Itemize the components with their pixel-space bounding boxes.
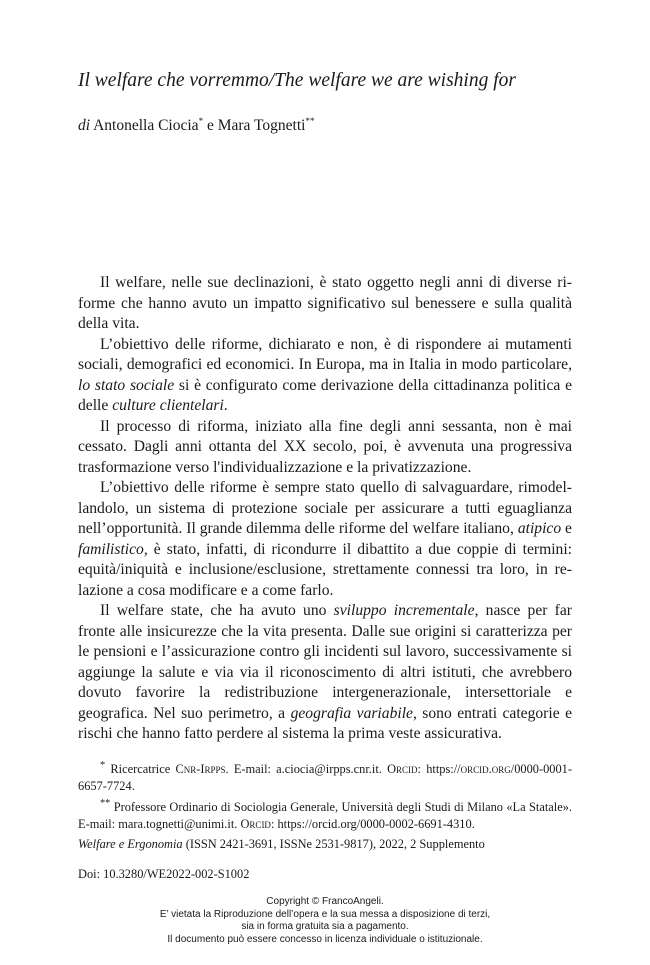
paragraph-5-italic-term: geografia variabile xyxy=(290,704,413,722)
footnote-1 xyxy=(78,757,572,795)
footnotes xyxy=(78,757,572,833)
paragraph-2-text: . xyxy=(223,397,228,414)
paragraph-2-text: si è configurato come derivazione della cittadinanza politica e delle xyxy=(78,376,572,414)
author-footnote-mark-1: * xyxy=(198,116,204,126)
paragraph-4 xyxy=(78,478,572,601)
footnote-text: : https://orcid.org/0000-0002-6691-4310. xyxy=(270,817,475,832)
footnote-mark: * xyxy=(100,760,106,771)
orcid-domain: orcid.org xyxy=(460,762,511,777)
paragraph-3: Il processo di riforma, iniziato alla fine degli anni sessanta, non è mai cessato. Dagli anni ottanta del XX secolo, poi, è avvenuta una progressiva trasformazione verso l'individualizzazione e la privatizzazione. xyxy=(78,417,572,476)
institution-acronym: Cnr-Irpps xyxy=(175,762,226,777)
copyright-line: E’ vietata la Riproduzione dell’opera e la sua messa a disposizione di terzi, xyxy=(159,908,491,920)
article-title: Il welfare che vorremmo/The welfare we are wishing for xyxy=(78,70,516,91)
paragraph-4-italic-term: familistico xyxy=(78,540,144,558)
footnote-text: . E-mail: a.ciocia@irpps.cnr.it. xyxy=(225,762,388,777)
paragraph-5-text: , nasce per far fronte alle insicurezze che la vita presenta. Dalle sue origini si caratterizza per le pensioni e l’assicurazione contro gli incidenti sul lavoro, successivamente si aggiunge la salute e via via il riconoscimento di altri istituti, che avrebbero dovuto favorire la redistribuzione intergenerazionale, intersettoriale e geografica. Nel suo perimetro, a xyxy=(78,602,572,722)
paragraph-5 xyxy=(78,601,572,745)
footnote-text: : https:// xyxy=(417,762,461,777)
paragraph-4-italic-term: atipico xyxy=(517,520,562,537)
footnote-text: Ricercatrice xyxy=(105,762,176,777)
paragraph-4-text: e xyxy=(561,520,572,537)
copyright-line: Il documento può essere concesso in licenza individuale o istituzionale. xyxy=(167,933,483,945)
article-body xyxy=(78,273,572,745)
copyright-line: sia in forma gratuita sia a pagamento. xyxy=(241,921,409,933)
paragraph-5-italic-term: sviluppo incrementale xyxy=(333,602,475,619)
paragraph-4-text: , è stato, infatti, di ricondurre il dibattito a due coppie di termini: equità/iniquità e inclusione/esclusione, strettamente connessi tra loro, in relazione a cosa modificare e a come farlo. xyxy=(78,540,572,599)
footnote-text: /0000-0001-6657-7724. xyxy=(78,762,573,794)
copyright-notice xyxy=(100,896,550,946)
paragraph-2-italic-term: culture clientelari xyxy=(112,397,224,414)
journal-details: (ISSN 2421-3691, ISSNe 2531-9817), 2022, 2 Supplemento xyxy=(182,837,485,851)
author-line xyxy=(78,116,618,135)
author-footnote-mark-2: ** xyxy=(305,116,315,126)
paragraph-4-text: L’obiettivo delle riforme è sempre stato quello di salvaguardare, rimodellandolo, un sistema di protezione sociale per assicurare a tutti eguaglianza nell’opportunità. Il grande dilemma delle riforme del welfare italiano, xyxy=(78,479,572,537)
paragraph-1: Il welfare, nelle sue declinazioni, è stato oggetto negli anni di diverse riforme che hanno avuto un impatto significativo sul benessere e sulla qualità della vita. xyxy=(78,274,572,332)
paragraph-2 xyxy=(78,335,572,417)
author-name-2: Mara Tognetti xyxy=(217,117,306,134)
doi-line: Doi: 10.3280/WE2022-002-S1002 xyxy=(78,867,250,881)
journal-name: Welfare e Ergonomia xyxy=(78,837,183,851)
paragraph-2-text: L’obiettivo delle riforme, dichiarato e non, è di rispondere ai mutamenti sociali, demografici ed economici. In Europa, ma in Italia in modo particolare, xyxy=(78,335,572,373)
author-prefix: di xyxy=(78,117,91,134)
footnote-2 xyxy=(78,795,572,833)
orcid-label: Orcid xyxy=(240,817,271,832)
orcid-label: Orcid xyxy=(387,762,418,777)
copyright-line: Copyright © FrancoAngeli. xyxy=(266,896,384,907)
paragraph-2-italic-term: lo stato sociale xyxy=(78,376,175,394)
footnote-mark: ** xyxy=(100,798,111,810)
footnote-text: Professore Ordinario di Sociologia Generale, Università degli Studi di Milano «La Statale». E-mail: mara.tognetti@unimi.it. xyxy=(78,800,572,832)
author-connector: e xyxy=(203,117,218,134)
author-name-1: Antonella Ciocia xyxy=(93,117,199,134)
journal-citation xyxy=(78,837,572,852)
paragraph-5-text: , sono entrati categorie e rischi che hanno fatto perdere al sistema la prima veste assicurativa. xyxy=(78,704,572,742)
paragraph-5-text: Il welfare state, che ha avuto uno xyxy=(100,602,334,619)
